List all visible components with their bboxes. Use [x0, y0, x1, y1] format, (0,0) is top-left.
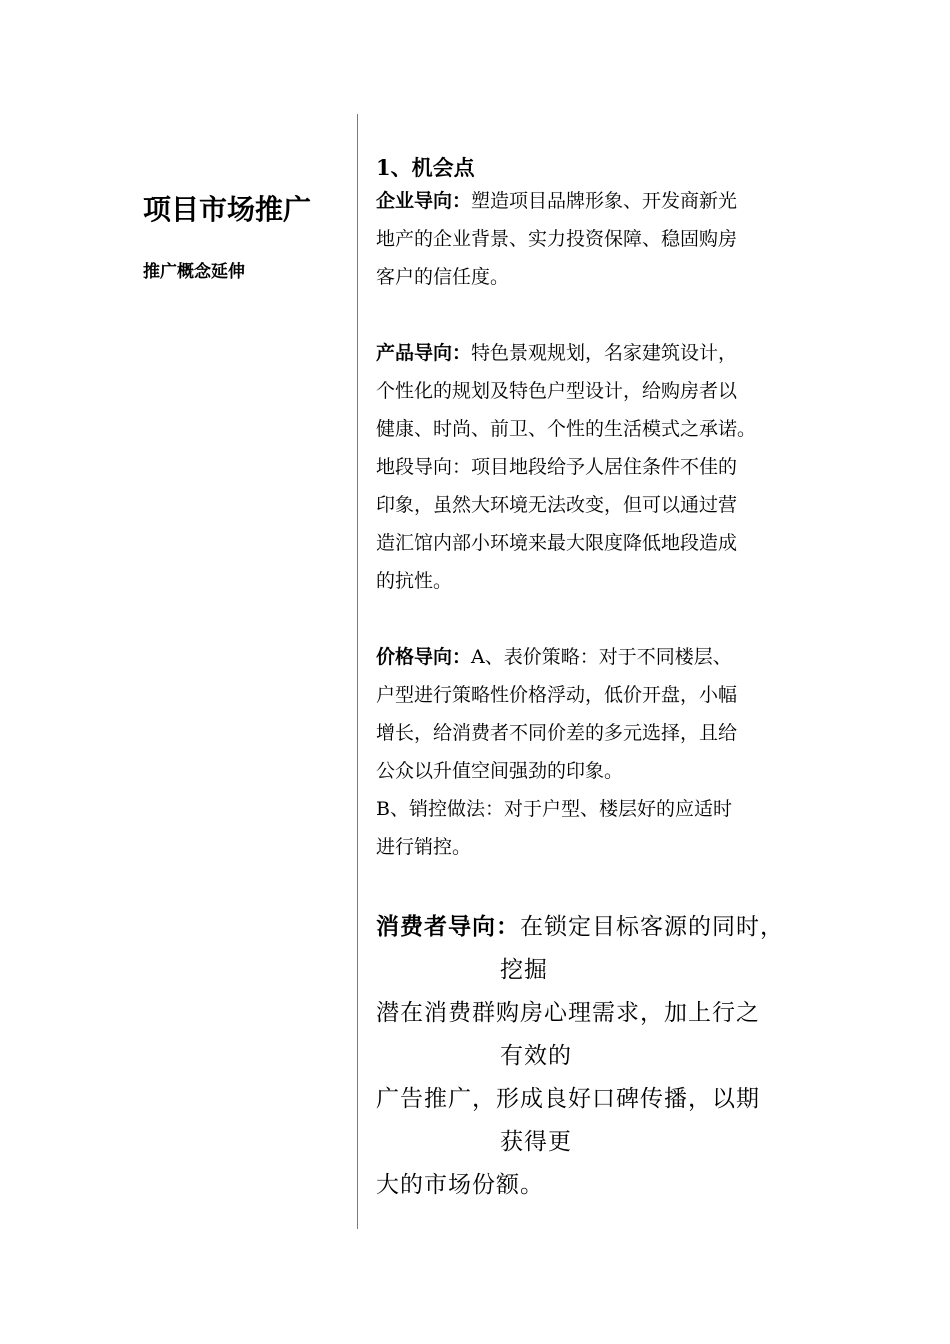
consumer-line-4: 有效的	[500, 1043, 572, 1069]
product-line-3: 健康、时尚、前卫、个性的生活模式之承诺。	[376, 418, 757, 440]
enterprise-line-1: 企业导向：塑造项目品牌形象、开发商新光	[376, 190, 738, 212]
price-label: 价格导向：	[376, 646, 472, 668]
enterprise-line-3: 客户的信任度。	[376, 266, 510, 288]
consumer-line-6: 获得更	[500, 1129, 572, 1155]
price-line-1: 价格导向：A、表价策略：对于不同楼层、	[376, 646, 732, 668]
location-line-2: 印象，虽然大环境无法改变，但可以通过营	[376, 494, 738, 516]
right-column	[376, 154, 816, 1207]
consumer-label: 消费者导向：	[376, 914, 520, 940]
consumer-paragraph	[376, 906, 814, 1207]
consumer-line-1: 消费者导向：在锁定目标客源的同时，	[376, 914, 784, 940]
price-paragraph	[376, 638, 814, 866]
section-heading: 1、机会点	[376, 155, 475, 180]
location-line-1: 地段导向：项目地段给予人居住条件不佳的	[376, 456, 738, 478]
product-label: 产品导向：	[376, 342, 472, 364]
price-line-3: 增长，给消费者不同价差的多元选择，且给	[376, 722, 738, 744]
consumer-line-3: 潜在消费群购房心理需求，加上行之	[376, 1000, 760, 1026]
price-line-5: B、销控做法：对于户型、楼层好的应适时	[376, 798, 732, 820]
page-subtitle: 推广概念延伸	[143, 262, 245, 282]
vertical-divider	[357, 114, 358, 1229]
product-line-1: 产品导向：特色景观规划，名家建筑设计，	[376, 342, 738, 364]
spacer	[376, 866, 816, 906]
consumer-line-2: 挖掘	[500, 957, 548, 983]
product-line-2: 个性化的规划及特色户型设计，给购房者以	[376, 380, 738, 402]
page-title: 项目市场推广	[143, 193, 312, 226]
enterprise-paragraph	[376, 182, 814, 296]
spacer	[376, 600, 816, 638]
left-column	[143, 190, 348, 284]
consumer-line-5: 广告推广，形成良好口碑传播，以期	[376, 1086, 760, 1112]
spacer	[376, 296, 816, 334]
consumer-line-7: 大的市场份额。	[376, 1172, 544, 1198]
location-line-3: 造汇馆内部小环境来最大限度降低地段造成	[376, 532, 738, 554]
enterprise-label: 企业导向：	[376, 190, 472, 212]
price-line-6: 进行销控。	[376, 836, 472, 858]
price-line-4: 公众以升值空间强劲的印象。	[376, 760, 624, 782]
product-paragraph	[376, 334, 814, 600]
enterprise-line-2: 地产的企业背景、实力投资保障、稳固购房	[376, 228, 738, 250]
location-line-4: 的抗性。	[376, 570, 453, 592]
price-line-2: 户型进行策略性价格浮动，低价开盘，小幅	[376, 684, 738, 706]
